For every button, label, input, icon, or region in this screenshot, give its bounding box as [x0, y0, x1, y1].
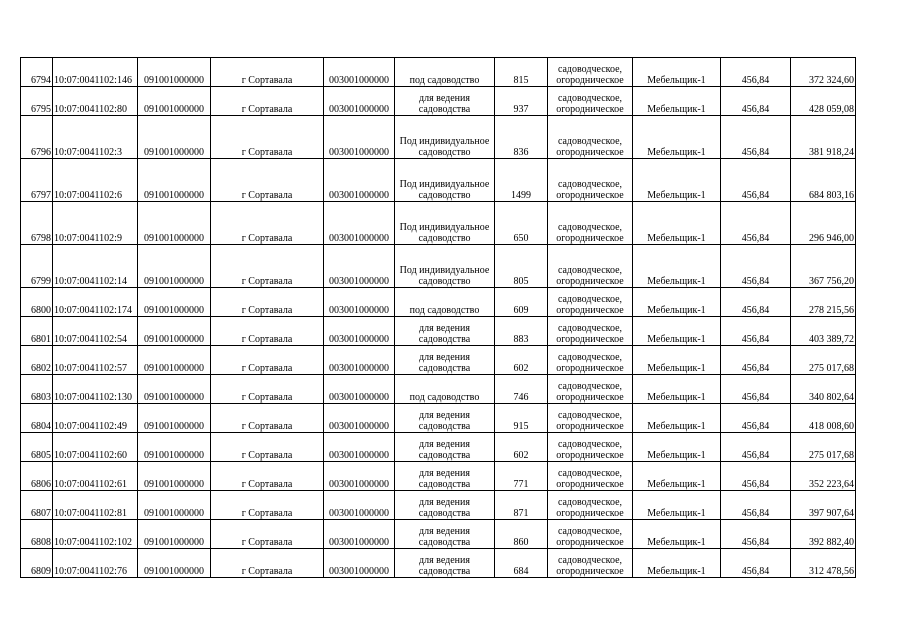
- area-cell: 684: [495, 549, 548, 578]
- area-cell: 602: [495, 433, 548, 462]
- land-category-cell: [548, 462, 633, 491]
- cadastral-cost-cell: 372 324,60: [791, 58, 856, 87]
- row-number-cell: 6794: [21, 58, 53, 87]
- cadastral-number-cell: 10:07:0041102:174: [53, 288, 138, 317]
- territory-code-cell: 091001000000: [138, 317, 211, 346]
- table-row: [21, 462, 856, 491]
- okato-code-cell: 003001000000: [324, 375, 395, 404]
- land-category-line: огородническое: [556, 305, 624, 316]
- table-row: [21, 245, 856, 288]
- land-category-cell: [548, 346, 633, 375]
- permitted-use-cell: [395, 520, 495, 549]
- permitted-use-line: садоводства: [418, 421, 471, 432]
- permitted-use-cell: [395, 317, 495, 346]
- locality-cell: г Сортавала: [211, 491, 324, 520]
- specific-value-cell: 456,84: [721, 549, 791, 578]
- area-cell: 883: [495, 317, 548, 346]
- cadastral-number-cell: 10:07:0041102:102: [53, 520, 138, 549]
- land-category-line: садоводческое,: [557, 222, 623, 233]
- permitted-use-line: для ведения: [419, 352, 470, 363]
- land-category-cell: [548, 202, 633, 245]
- table-row: [21, 346, 856, 375]
- okato-code-cell: 003001000000: [324, 346, 395, 375]
- permitted-use-line: для ведения: [419, 468, 470, 479]
- land-category-line: огородническое: [556, 190, 624, 201]
- territory-code-cell: 091001000000: [138, 245, 211, 288]
- okato-code-cell: 003001000000: [324, 520, 395, 549]
- land-category-line: огородническое: [556, 392, 624, 403]
- okato-code-cell: 003001000000: [324, 202, 395, 245]
- land-category-line: садоводческое,: [557, 294, 623, 305]
- permitted-use-line: для ведения: [419, 497, 470, 508]
- territory-code-cell: 091001000000: [138, 58, 211, 87]
- association-cell: Мебельщик-1: [633, 245, 721, 288]
- land-plots-table: [20, 57, 856, 578]
- cadastral-number-cell: 10:07:0041102:146: [53, 58, 138, 87]
- row-number-cell: 6795: [21, 87, 53, 116]
- association-cell: Мебельщик-1: [633, 58, 721, 87]
- okato-code-cell: 003001000000: [324, 462, 395, 491]
- permitted-use-line: садоводства: [418, 363, 471, 374]
- permitted-use-line: садоводство: [418, 276, 471, 287]
- row-number-cell: 6802: [21, 346, 53, 375]
- area-cell: 602: [495, 346, 548, 375]
- okato-code-cell: 003001000000: [324, 549, 395, 578]
- cadastral-cost-cell: 381 918,24: [791, 116, 856, 159]
- permitted-use-cell: [395, 245, 495, 288]
- land-category-line: садоводческое,: [557, 468, 623, 479]
- territory-code-cell: 091001000000: [138, 433, 211, 462]
- specific-value-cell: 456,84: [721, 202, 791, 245]
- cadastral-cost-cell: 312 478,56: [791, 549, 856, 578]
- specific-value-cell: 456,84: [721, 58, 791, 87]
- locality-cell: г Сортавала: [211, 549, 324, 578]
- table-row: [21, 58, 856, 87]
- specific-value-cell: 456,84: [721, 87, 791, 116]
- specific-value-cell: 456,84: [721, 520, 791, 549]
- permitted-use-line: садоводства: [418, 537, 471, 548]
- okato-code-cell: 003001000000: [324, 433, 395, 462]
- permitted-use-line: садоводство: [418, 147, 471, 158]
- locality-cell: г Сортавала: [211, 202, 324, 245]
- table-row: [21, 159, 856, 202]
- row-number-cell: 6809: [21, 549, 53, 578]
- specific-value-cell: 456,84: [721, 404, 791, 433]
- cadastral-number-cell: 10:07:0041102:14: [53, 245, 138, 288]
- territory-code-cell: 091001000000: [138, 462, 211, 491]
- land-category-line: огородническое: [556, 334, 624, 345]
- locality-cell: г Сортавала: [211, 245, 324, 288]
- row-number-cell: 6806: [21, 462, 53, 491]
- permitted-use-cell: [395, 462, 495, 491]
- area-cell: 609: [495, 288, 548, 317]
- association-cell: Мебельщик-1: [633, 159, 721, 202]
- cadastral-number-cell: 10:07:0041102:81: [53, 491, 138, 520]
- land-category-cell: [548, 245, 633, 288]
- cadastral-cost-cell: 278 215,56: [791, 288, 856, 317]
- locality-cell: г Сортавала: [211, 159, 324, 202]
- permitted-use-cell: [395, 288, 495, 317]
- permitted-use-line: для ведения: [419, 555, 470, 566]
- land-category-line: огородническое: [556, 104, 624, 115]
- cadastral-number-cell: 10:07:0041102:130: [53, 375, 138, 404]
- permitted-use-line: под садоводство: [409, 392, 480, 403]
- table-row: [21, 87, 856, 116]
- land-category-line: огородническое: [556, 450, 624, 461]
- territory-code-cell: 091001000000: [138, 202, 211, 245]
- cadastral-number-cell: 10:07:0041102:61: [53, 462, 138, 491]
- permitted-use-line: садоводства: [418, 566, 471, 577]
- land-category-line: садоводческое,: [557, 93, 623, 104]
- association-cell: Мебельщик-1: [633, 288, 721, 317]
- table-row: [21, 433, 856, 462]
- specific-value-cell: 456,84: [721, 462, 791, 491]
- land-category-line: огородническое: [556, 363, 624, 374]
- permitted-use-line: Под индивидуальное: [399, 222, 490, 233]
- locality-cell: г Сортавала: [211, 404, 324, 433]
- locality-cell: г Сортавала: [211, 375, 324, 404]
- okato-code-cell: 003001000000: [324, 404, 395, 433]
- permitted-use-cell: [395, 491, 495, 520]
- area-cell: 815: [495, 58, 548, 87]
- locality-cell: г Сортавала: [211, 462, 324, 491]
- locality-cell: г Сортавала: [211, 346, 324, 375]
- land-category-cell: [548, 317, 633, 346]
- okato-code-cell: 003001000000: [324, 87, 395, 116]
- cadastral-cost-cell: 684 803,16: [791, 159, 856, 202]
- area-cell: 871: [495, 491, 548, 520]
- table-row: [21, 202, 856, 245]
- territory-code-cell: 091001000000: [138, 116, 211, 159]
- area-cell: 1499: [495, 159, 548, 202]
- locality-cell: г Сортавала: [211, 317, 324, 346]
- permitted-use-cell: [395, 116, 495, 159]
- land-category-cell: [548, 491, 633, 520]
- permitted-use-cell: [395, 549, 495, 578]
- land-category-cell: [548, 404, 633, 433]
- association-cell: Мебельщик-1: [633, 317, 721, 346]
- okato-code-cell: 003001000000: [324, 288, 395, 317]
- row-number-cell: 6808: [21, 520, 53, 549]
- permitted-use-line: для ведения: [419, 439, 470, 450]
- land-category-line: огородническое: [556, 479, 624, 490]
- land-category-line: садоводческое,: [557, 265, 623, 276]
- permitted-use-cell: [395, 433, 495, 462]
- association-cell: Мебельщик-1: [633, 433, 721, 462]
- cadastral-cost-cell: 296 946,00: [791, 202, 856, 245]
- association-cell: Мебельщик-1: [633, 87, 721, 116]
- permitted-use-cell: [395, 202, 495, 245]
- area-cell: 915: [495, 404, 548, 433]
- specific-value-cell: 456,84: [721, 433, 791, 462]
- association-cell: Мебельщик-1: [633, 202, 721, 245]
- okato-code-cell: 003001000000: [324, 116, 395, 159]
- specific-value-cell: 456,84: [721, 159, 791, 202]
- locality-cell: г Сортавала: [211, 58, 324, 87]
- land-category-cell: [548, 116, 633, 159]
- table-row: [21, 116, 856, 159]
- land-category-line: садоводческое,: [557, 381, 623, 392]
- okato-code-cell: 003001000000: [324, 58, 395, 87]
- territory-code-cell: 091001000000: [138, 87, 211, 116]
- land-category-cell: [548, 58, 633, 87]
- land-category-line: огородническое: [556, 233, 624, 244]
- cadastral-cost-cell: 367 756,20: [791, 245, 856, 288]
- table-body: [21, 58, 856, 578]
- specific-value-cell: 456,84: [721, 375, 791, 404]
- land-category-cell: [548, 520, 633, 549]
- permitted-use-cell: [395, 87, 495, 116]
- row-number-cell: 6803: [21, 375, 53, 404]
- permitted-use-cell: [395, 375, 495, 404]
- permitted-use-cell: [395, 159, 495, 202]
- permitted-use-line: под садоводство: [409, 75, 480, 86]
- specific-value-cell: 456,84: [721, 346, 791, 375]
- land-category-cell: [548, 159, 633, 202]
- table-row: [21, 491, 856, 520]
- association-cell: Мебельщик-1: [633, 462, 721, 491]
- land-category-line: огородническое: [556, 276, 624, 287]
- area-cell: 805: [495, 245, 548, 288]
- row-number-cell: 6800: [21, 288, 53, 317]
- row-number-cell: 6797: [21, 159, 53, 202]
- permitted-use-line: садоводство: [418, 190, 471, 201]
- locality-cell: г Сортавала: [211, 288, 324, 317]
- row-number-cell: 6804: [21, 404, 53, 433]
- area-cell: 836: [495, 116, 548, 159]
- permitted-use-line: садоводства: [418, 334, 471, 345]
- territory-code-cell: 091001000000: [138, 375, 211, 404]
- association-cell: Мебельщик-1: [633, 116, 721, 159]
- specific-value-cell: 456,84: [721, 116, 791, 159]
- row-number-cell: 6798: [21, 202, 53, 245]
- land-category-line: садоводческое,: [557, 526, 623, 537]
- locality-cell: г Сортавала: [211, 433, 324, 462]
- cadastral-cost-cell: 403 389,72: [791, 317, 856, 346]
- land-category-line: садоводческое,: [557, 410, 623, 421]
- land-category-line: садоводческое,: [557, 179, 623, 190]
- permitted-use-line: садоводства: [418, 508, 471, 519]
- cadastral-number-cell: 10:07:0041102:49: [53, 404, 138, 433]
- okato-code-cell: 003001000000: [324, 245, 395, 288]
- cadastral-number-cell: 10:07:0041102:3: [53, 116, 138, 159]
- land-category-line: садоводческое,: [557, 439, 623, 450]
- permitted-use-line: садоводства: [418, 450, 471, 461]
- area-cell: 860: [495, 520, 548, 549]
- permitted-use-cell: [395, 346, 495, 375]
- land-category-cell: [548, 288, 633, 317]
- association-cell: Мебельщик-1: [633, 520, 721, 549]
- cadastral-cost-cell: 428 059,08: [791, 87, 856, 116]
- land-category-line: садоводческое,: [557, 323, 623, 334]
- territory-code-cell: 091001000000: [138, 491, 211, 520]
- cadastral-number-cell: 10:07:0041102:60: [53, 433, 138, 462]
- land-category-line: садоводческое,: [557, 352, 623, 363]
- permitted-use-line: под садоводство: [409, 305, 480, 316]
- table-row: [21, 288, 856, 317]
- territory-code-cell: 091001000000: [138, 159, 211, 202]
- okato-code-cell: 003001000000: [324, 159, 395, 202]
- specific-value-cell: 456,84: [721, 288, 791, 317]
- locality-cell: г Сортавала: [211, 87, 324, 116]
- locality-cell: г Сортавала: [211, 116, 324, 159]
- cadastral-number-cell: 10:07:0041102:9: [53, 202, 138, 245]
- association-cell: Мебельщик-1: [633, 491, 721, 520]
- permitted-use-line: Под индивидуальное: [399, 179, 490, 190]
- association-cell: Мебельщик-1: [633, 375, 721, 404]
- locality-cell: г Сортавала: [211, 520, 324, 549]
- cadastral-number-cell: 10:07:0041102:6: [53, 159, 138, 202]
- association-cell: Мебельщик-1: [633, 549, 721, 578]
- land-category-line: огородническое: [556, 537, 624, 548]
- land-category-cell: [548, 549, 633, 578]
- table-row: [21, 520, 856, 549]
- territory-code-cell: 091001000000: [138, 549, 211, 578]
- land-category-cell: [548, 433, 633, 462]
- cadastral-cost-cell: 392 882,40: [791, 520, 856, 549]
- permitted-use-line: для ведения: [419, 323, 470, 334]
- specific-value-cell: 456,84: [721, 317, 791, 346]
- cadastral-number-cell: 10:07:0041102:76: [53, 549, 138, 578]
- association-cell: Мебельщик-1: [633, 404, 721, 433]
- table-row: [21, 404, 856, 433]
- land-category-line: огородническое: [556, 508, 624, 519]
- permitted-use-line: садоводства: [418, 104, 471, 115]
- permitted-use-line: садоводство: [418, 233, 471, 244]
- area-cell: 937: [495, 87, 548, 116]
- land-category-line: огородническое: [556, 75, 624, 86]
- permitted-use-line: садоводства: [418, 479, 471, 490]
- land-category-line: огородническое: [556, 566, 624, 577]
- permitted-use-line: для ведения: [419, 410, 470, 421]
- cadastral-number-cell: 10:07:0041102:57: [53, 346, 138, 375]
- territory-code-cell: 091001000000: [138, 520, 211, 549]
- territory-code-cell: 091001000000: [138, 346, 211, 375]
- row-number-cell: 6799: [21, 245, 53, 288]
- okato-code-cell: 003001000000: [324, 317, 395, 346]
- table-row: [21, 317, 856, 346]
- cadastral-number-cell: 10:07:0041102:54: [53, 317, 138, 346]
- land-category-line: садоводческое,: [557, 64, 623, 75]
- cadastral-cost-cell: 275 017,68: [791, 433, 856, 462]
- permitted-use-line: Под индивидуальное: [399, 265, 490, 276]
- permitted-use-line: Под индивидуальное: [399, 136, 490, 147]
- cadastral-cost-cell: 397 907,64: [791, 491, 856, 520]
- land-category-line: садоводческое,: [557, 497, 623, 508]
- specific-value-cell: 456,84: [721, 245, 791, 288]
- okato-code-cell: 003001000000: [324, 491, 395, 520]
- permitted-use-cell: [395, 58, 495, 87]
- permitted-use-line: для ведения: [419, 93, 470, 104]
- land-category-cell: [548, 375, 633, 404]
- row-number-cell: 6805: [21, 433, 53, 462]
- table-row: [21, 375, 856, 404]
- territory-code-cell: 091001000000: [138, 288, 211, 317]
- cadastral-cost-cell: 340 802,64: [791, 375, 856, 404]
- row-number-cell: 6801: [21, 317, 53, 346]
- cadastral-cost-cell: 275 017,68: [791, 346, 856, 375]
- cadastral-cost-cell: 418 008,60: [791, 404, 856, 433]
- land-category-line: огородническое: [556, 421, 624, 432]
- area-cell: 771: [495, 462, 548, 491]
- land-category-cell: [548, 87, 633, 116]
- land-category-line: садоводческое,: [557, 136, 623, 147]
- cadastral-cost-cell: 352 223,64: [791, 462, 856, 491]
- land-category-line: огородническое: [556, 147, 624, 158]
- row-number-cell: 6796: [21, 116, 53, 159]
- area-cell: 746: [495, 375, 548, 404]
- table-row: [21, 549, 856, 578]
- specific-value-cell: 456,84: [721, 491, 791, 520]
- cadastral-number-cell: 10:07:0041102:80: [53, 87, 138, 116]
- land-category-line: садоводческое,: [557, 555, 623, 566]
- permitted-use-line: для ведения: [419, 526, 470, 537]
- association-cell: Мебельщик-1: [633, 346, 721, 375]
- row-number-cell: 6807: [21, 491, 53, 520]
- area-cell: 650: [495, 202, 548, 245]
- territory-code-cell: 091001000000: [138, 404, 211, 433]
- permitted-use-cell: [395, 404, 495, 433]
